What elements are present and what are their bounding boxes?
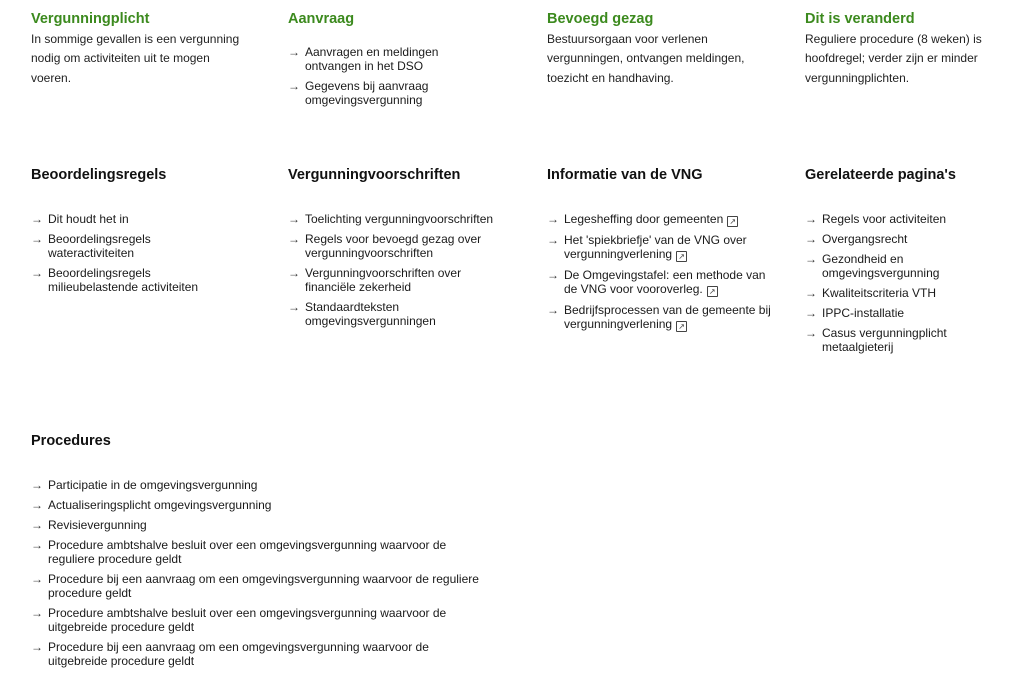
section-vergunningvoorschriften (288, 166, 523, 334)
arrow-right-icon: → (547, 268, 559, 282)
text-vergunningplicht: In sommige gevallen is een vergunning nodig om activiteiten uit te mogen voeren. (31, 32, 240, 85)
link-kwaliteitscriteria[interactable]: Kwaliteitscriteria VTH (822, 286, 937, 300)
link-aanvraag-regulier[interactable]: Procedure bij een aanvraag om een omgevingsvergunning waarvoor de reguliere procedure geldt (48, 572, 479, 600)
link-participatie[interactable]: Participatie in de omgevingsvergunning (48, 478, 258, 492)
link-item[interactable] (31, 266, 231, 294)
section-dit-is-veranderd (805, 10, 1017, 88)
link-item[interactable] (31, 232, 231, 260)
arrow-right-icon: → (547, 233, 559, 247)
heading-vergunningvoorschriften: Vergunningvoorschriften (288, 167, 461, 183)
arrow-right-icon: → (288, 45, 300, 59)
arrow-right-icon: → (805, 326, 817, 340)
link-item[interactable] (805, 286, 980, 300)
arrow-right-icon: → (31, 518, 43, 532)
arrow-right-icon: → (31, 640, 43, 654)
section-informatie-vng (547, 166, 782, 338)
link-aanvraag-uitgebreid[interactable]: Procedure bij een aanvraag om een omgevingsvergunning waarvoor de uitgebreide procedure geldt (48, 640, 429, 668)
link-item[interactable] (288, 79, 468, 107)
link-item[interactable] (547, 212, 772, 227)
link-ippc[interactable]: IPPC-installatie (822, 306, 905, 320)
heading-informatie-vng: Informatie van de VNG (547, 167, 703, 183)
arrow-right-icon: → (805, 306, 817, 320)
link-item[interactable] (805, 252, 980, 280)
external-link-icon: ↗ (707, 286, 718, 297)
heading-dit-is-veranderd: Dit is veranderd (805, 11, 915, 27)
link-item[interactable] (31, 538, 491, 566)
link-item[interactable] (31, 212, 231, 226)
link-item[interactable] (805, 306, 980, 320)
arrow-right-icon: → (288, 232, 300, 246)
section-vergunningplicht (31, 10, 266, 88)
link-casus-metaalgieterij[interactable]: Casus vergunningplicht metaalgieterij (822, 326, 947, 354)
section-aanvraag (288, 10, 523, 113)
link-spiekbriefje[interactable]: Het 'spiekbriefje' van de VNG over vergunningverlening (564, 233, 747, 261)
external-link-icon: ↗ (676, 251, 687, 262)
arrow-right-icon: → (288, 266, 300, 280)
link-gezondheid[interactable]: Gezondheid en omgevingsvergunning (822, 252, 940, 280)
section-bevoegd-gezag (547, 10, 782, 88)
arrow-right-icon: → (31, 572, 43, 586)
link-omgevingstafel[interactable]: De Omgevingstafel: een methode van de VNG voor vooroverleg. (564, 268, 766, 296)
heading-aanvraag: Aanvraag (288, 11, 355, 27)
section-procedures (31, 432, 501, 674)
section-gerelateerde-paginas (805, 166, 1017, 360)
link-financiele-zekerheid[interactable]: Vergunningvoorschriften over financiële zekerheid (305, 266, 462, 294)
link-item[interactable] (288, 45, 468, 73)
link-item[interactable] (805, 232, 980, 246)
link-item[interactable] (288, 232, 503, 260)
arrow-right-icon: → (547, 212, 559, 226)
link-ambtshalve-regulier[interactable]: Procedure ambtshalve besluit over een omgevingsvergunning waarvoor de reguliere procedure geldt (48, 538, 447, 566)
section-beoordelingsregels (31, 166, 266, 300)
link-item[interactable] (288, 300, 503, 328)
heading-procedures: Procedures (31, 433, 111, 449)
arrow-right-icon: → (805, 212, 817, 226)
link-item[interactable] (31, 606, 491, 634)
arrow-right-icon: → (288, 212, 300, 226)
text-bevoegd-gezag: Bestuursorgaan voor verlenen vergunningen, ontvangen meldingen, toezicht en handhaving. (547, 32, 745, 85)
link-item[interactable] (288, 266, 503, 294)
arrow-right-icon: → (31, 606, 43, 620)
arrow-right-icon: → (805, 286, 817, 300)
link-toelichting[interactable]: Toelichting vergunningvoorschriften (305, 212, 494, 226)
arrow-right-icon: → (547, 303, 559, 317)
link-item[interactable] (805, 212, 980, 226)
link-dit-houdt-het-in[interactable]: Dit houdt het in (48, 212, 129, 226)
arrow-right-icon: → (31, 232, 43, 246)
link-legesheffing[interactable]: Legesheffing door gemeenten (564, 212, 724, 226)
arrow-right-icon: → (288, 300, 300, 314)
arrow-right-icon: → (31, 478, 43, 492)
heading-gerelateerde-paginas: Gerelateerde pagina's (805, 167, 956, 183)
link-item[interactable] (805, 326, 980, 354)
link-bedrijfsprocessen[interactable]: Bedrijfsprocessen van de gemeente bij vergunningverlening (564, 303, 771, 331)
external-link-icon: ↗ (676, 321, 687, 332)
link-item[interactable] (547, 303, 772, 332)
external-link-icon: ↗ (727, 216, 738, 227)
heading-beoordelingsregels: Beoordelingsregels (31, 167, 167, 183)
link-aanvragen-meldingen[interactable]: Aanvragen en meldingen ontvangen in het DSO (305, 45, 439, 73)
link-item[interactable] (547, 233, 772, 262)
link-item[interactable] (31, 498, 491, 512)
link-item[interactable] (547, 268, 772, 297)
arrow-right-icon: → (31, 212, 43, 226)
link-item[interactable] (31, 640, 491, 668)
link-item[interactable] (288, 212, 503, 226)
link-beoordelingsregels-water[interactable]: Beoordelingsregels wateractiviteiten (48, 232, 151, 260)
link-revisievergunning[interactable]: Revisievergunning (48, 518, 147, 532)
link-regels-activiteiten[interactable]: Regels voor activiteiten (822, 212, 947, 226)
link-overgangsrecht[interactable]: Overgangsrecht (822, 232, 908, 246)
link-ambtshalve-uitgebreid[interactable]: Procedure ambtshalve besluit over een omgevingsvergunning waarvoor de uitgebreide procedure geldt (48, 606, 447, 634)
arrow-right-icon: → (805, 232, 817, 246)
link-regels-bevoegd-gezag[interactable]: Regels voor bevoegd gezag over vergunningvoorschriften (305, 232, 482, 260)
arrow-right-icon: → (31, 538, 43, 552)
arrow-right-icon: → (31, 498, 43, 512)
link-actualiseringsplicht[interactable]: Actualiseringsplicht omgevingsvergunning (48, 498, 272, 512)
link-item[interactable] (31, 518, 491, 532)
heading-bevoegd-gezag: Bevoegd gezag (547, 11, 654, 27)
link-item[interactable] (31, 478, 491, 492)
text-dit-is-veranderd: Reguliere procedure (8 weken) is hoofdregel; verder zijn er minder vergunningplichten. (805, 32, 982, 85)
arrow-right-icon: → (805, 252, 817, 266)
link-item[interactable] (31, 572, 491, 600)
arrow-right-icon: → (31, 266, 43, 280)
arrow-right-icon: → (288, 79, 300, 93)
link-beoordelingsregels-milieu[interactable]: Beoordelingsregels milieubelastende activiteiten (48, 266, 199, 294)
heading-vergunningplicht: Vergunningplicht (31, 11, 150, 27)
link-standaardteksten[interactable]: Standaardteksten omgevingsvergunningen (305, 300, 436, 328)
link-gegevens-aanvraag[interactable]: Gegevens bij aanvraag omgevingsvergunning (305, 79, 429, 107)
